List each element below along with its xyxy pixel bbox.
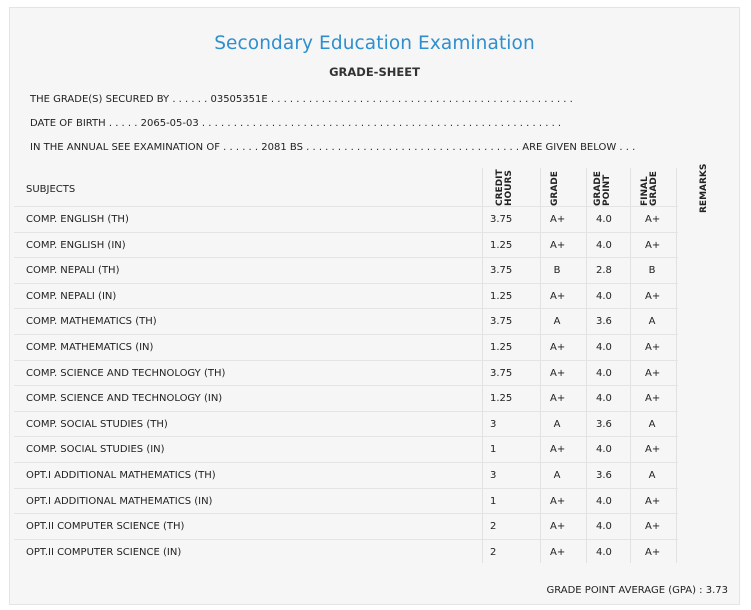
header-final-grade-line1: FINAL [640,176,650,206]
credit-hours-cell: 1.25 [490,290,513,302]
subject-cell: COMP. NEPALI (IN) [26,290,117,302]
info-examination: IN THE ANNUAL SEE EXAMINATION OF . . . . . . 2081 BS . . . . . . . . . . . . . . . . . . . . . . . . . . . . . . . . . . ARE GIVEN BELOW . . . [30,142,636,153]
header-grade-point [593,171,612,206]
info-grades-secured: THE GRADE(S) SECURED BY . . . . . . 03505351E . . . . . . . . . . . . . . . . . . . . . . . . . . . . . . . . . . . . . . . . . . . . . . . . [30,94,573,105]
grade-point-cell: 4.0 [596,393,612,405]
grade-cell: A [553,316,561,328]
grade-cell: A+ [550,521,566,533]
table-row [10,387,741,412]
grade-point-cell: 4.0 [596,546,612,558]
subject-cell: COMP. MATHEMATICS (IN) [26,342,154,353]
grade-point-cell: 4.0 [596,495,612,507]
row-divider [14,334,678,335]
table-row [10,438,741,463]
table-row [10,336,741,361]
credit-hours-cell: 1.25 [490,393,513,405]
credit-hours-cell: 2 [490,546,497,558]
grade-point-cell: 3.6 [596,470,612,481]
final-grade-cell: A+ [645,495,661,507]
grade-cell: A+ [550,367,566,379]
grade-cell: A [553,470,561,481]
header-final-grade-line2: GRADE [649,171,659,206]
page-subtitle: GRADE-SHEET [329,65,420,79]
table-row [10,515,741,540]
table-row [10,464,741,489]
final-grade-cell: A+ [645,393,661,405]
header-grade-line1: GRADE [550,171,560,206]
row-divider [14,308,678,309]
subject-cell: COMP. ENGLISH (TH) [26,214,129,225]
final-grade-cell: A+ [645,367,661,379]
credit-hours-cell: 3.75 [490,367,513,379]
row-divider [14,462,678,463]
table-row [10,413,741,438]
header-subjects: SUBJECTS [26,184,76,195]
table-row [10,362,741,387]
table-row [10,259,741,284]
header-credit-hours [495,169,514,206]
header-grade [550,171,560,206]
row-divider [14,232,678,233]
final-grade-cell: A+ [645,290,661,302]
final-grade-cell: A+ [645,214,661,225]
info-date-of-birth: DATE OF BIRTH . . . . . 2065-05-03 . . . . . . . . . . . . . . . . . . . . . . . . . . . . . . . . . . . . . . . . . . . . . . . . . . . . . . . . . [30,118,562,129]
credit-hours-cell: 3.75 [490,214,513,225]
grade-point-cell: 4.0 [596,367,612,379]
credit-hours-cell: 3.75 [490,316,513,328]
page-title: Secondary Education Examination [214,33,535,54]
final-grade-cell: A+ [645,342,661,353]
subject-cell: OPT.I ADDITIONAL MATHEMATICS (IN) [26,495,213,507]
row-divider [14,488,678,489]
grade-cell: A+ [550,546,566,558]
row-divider [14,257,678,258]
grade-cell: A+ [550,444,566,456]
header-grade-point-line2: POINT [602,174,612,206]
table-row [10,285,741,310]
subject-cell: OPT.I ADDITIONAL MATHEMATICS (TH) [26,470,216,481]
credit-hours-cell: 3 [490,470,497,481]
credit-hours-cell: 1.25 [490,239,513,251]
table-row [10,208,741,233]
grade-point-cell: 4.0 [596,521,612,533]
row-divider [14,206,678,207]
credit-hours-cell: 3.75 [490,265,513,277]
grade-sheet [9,7,740,605]
table-row [10,541,741,566]
grade-cell: A+ [550,239,566,251]
grade-point-cell: 3.6 [596,418,612,430]
header-remarks-line1: REMARKS [699,163,709,213]
final-grade-cell: A+ [645,444,661,456]
final-grade-cell: A+ [645,546,661,558]
final-grade-cell: A+ [645,239,661,251]
final-grade-cell: A [648,316,656,328]
grade-point-cell: 4.0 [596,290,612,302]
grade-point-cell: 4.0 [596,342,612,353]
subject-cell: OPT.II COMPUTER SCIENCE (IN) [26,546,182,558]
grade-point-cell: 3.6 [596,316,612,328]
subject-cell: COMP. SOCIAL STUDIES (IN) [26,444,165,456]
row-divider [14,411,678,412]
row-divider [14,513,678,514]
row-divider [14,385,678,386]
grade-cell: A [553,418,561,430]
grade-point-cell: 4.0 [596,444,612,456]
grade-point-cell: 4.0 [596,214,612,225]
table-row [10,490,741,515]
credit-hours-cell: 2 [490,521,497,533]
subject-cell: COMP. SOCIAL STUDIES (TH) [26,418,168,430]
grade-cell: A+ [550,495,566,507]
subject-cell: COMP. SCIENCE AND TECHNOLOGY (TH) [26,367,226,379]
row-divider [14,360,678,361]
grade-point-cell: 4.0 [596,239,612,251]
table-row [10,234,741,259]
header-credit-hours-line1: CREDIT [495,169,505,206]
credit-hours-cell: 1.25 [490,342,513,353]
credit-hours-cell: 1 [490,444,497,456]
subject-cell: COMP. ENGLISH (IN) [26,239,126,251]
row-divider [14,436,678,437]
header-final-grade [640,171,659,206]
grade-cell: A+ [550,290,566,302]
final-grade-cell: A [648,418,656,430]
credit-hours-cell: 3 [490,418,497,430]
final-grade-cell: B [648,265,656,277]
final-grade-cell: A+ [645,521,661,533]
table-row [10,310,741,335]
grade-point-cell: 2.8 [596,265,612,277]
gpa-summary: GRADE POINT AVERAGE (GPA) : 3.73 [546,585,728,596]
subject-cell: COMP. MATHEMATICS (TH) [26,316,157,328]
subject-cell: OPT.II COMPUTER SCIENCE (TH) [26,521,185,533]
grade-cell: A+ [550,393,566,405]
grade-cell: B [553,265,561,277]
header-grade-point-line1: GRADE [593,171,603,206]
row-divider [14,539,678,540]
subject-cell: COMP. SCIENCE AND TECHNOLOGY (IN) [26,393,223,405]
grade-cell: A+ [550,342,566,353]
header-credit-hours-line2: HOURS [504,170,514,206]
credit-hours-cell: 1 [490,495,497,507]
grade-cell: A+ [550,214,566,225]
final-grade-cell: A [648,470,656,481]
row-divider [14,283,678,284]
subject-cell: COMP. NEPALI (TH) [26,265,120,277]
